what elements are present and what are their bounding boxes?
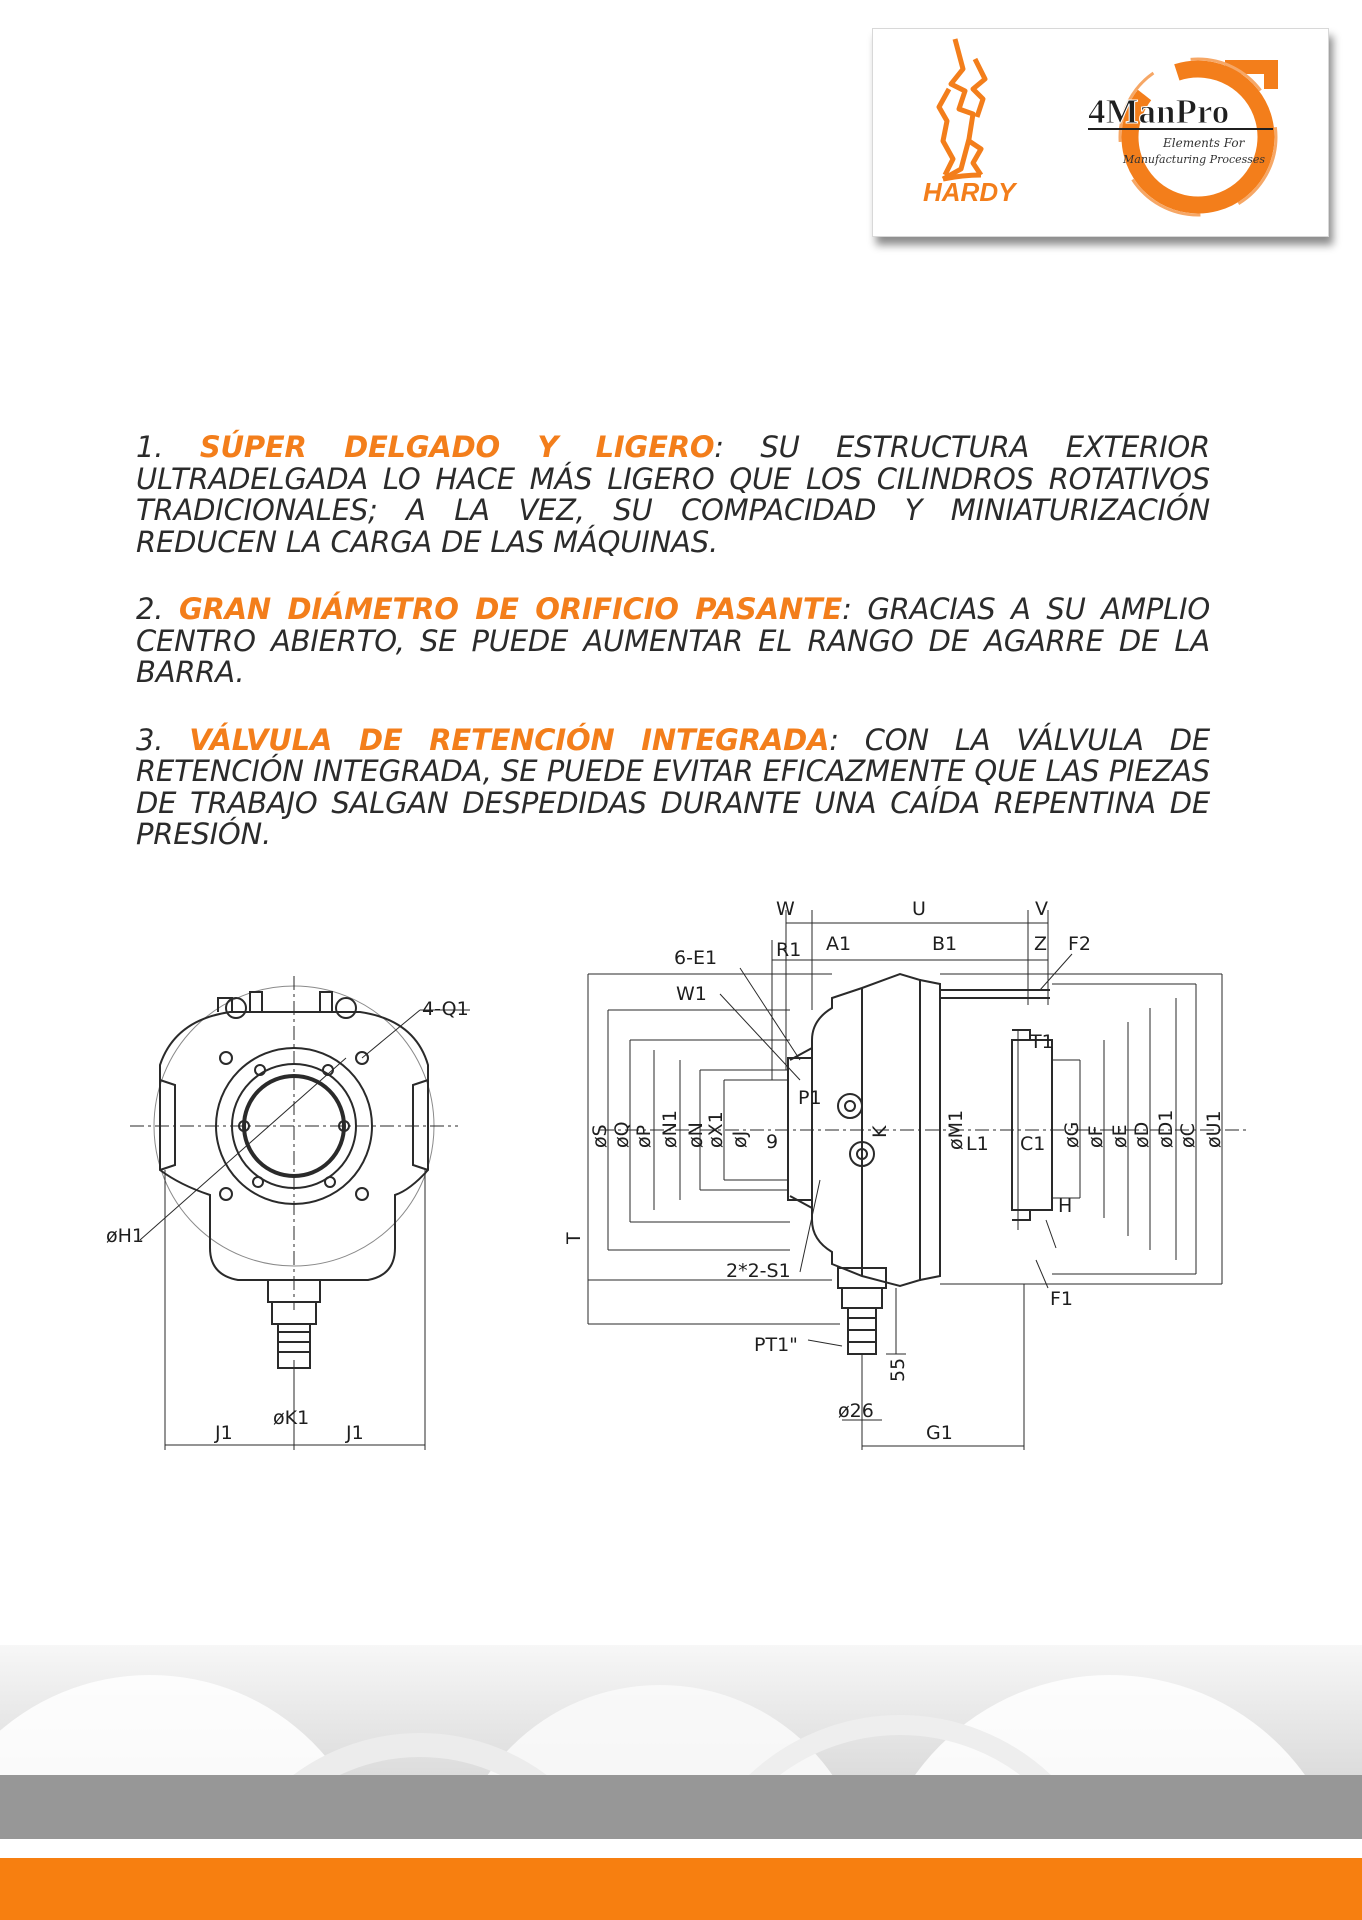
feature-3-text: : CON LA VÁLVULA DE RETENCIÓN INTEGRADA, SE PUEDE EVITAR EFICAZMENTE QUE LAS PIEZAS DE TRABAJO SALGAN DESPEDIDAS DURANTE UNA CAÍDA REPENTINA DE PRESIÓN. — [136, 722, 1210, 851]
footer-orange-band — [0, 1858, 1362, 1920]
feature-2-title: GRAN DIÁMETRO DE ORIFICIO PASANTE — [178, 592, 843, 626]
side-t1-label: T1 — [1030, 1031, 1054, 1053]
side-26-label: ø26 — [838, 1400, 874, 1422]
feature-1-number: 1. — [136, 430, 164, 464]
feature-2-number: 2. — [136, 592, 164, 626]
side-n1-label: øN1 — [659, 1110, 681, 1148]
side-m1-label: øM1 — [945, 1109, 967, 1150]
side-k-label: K — [869, 1125, 891, 1138]
side-pt1-label: PT1" — [754, 1334, 798, 1356]
hardy-name: HARDY — [923, 177, 1016, 207]
front-j1-left-label: J1 — [215, 1422, 233, 1444]
side-s-label: øS — [589, 1124, 611, 1148]
side-a1-label: A1 — [826, 933, 852, 955]
side-e-label: øE — [1109, 1124, 1131, 1148]
footer-background-pattern — [0, 1645, 1362, 1775]
feature-3 — [136, 722, 1210, 851]
front-q1-label: 4-Q1 — [422, 998, 469, 1020]
side-v-label: V — [1035, 898, 1048, 920]
side-d1-label: øD1 — [1155, 1109, 1177, 1148]
technical-drawing-svg — [0, 880, 1362, 1480]
logos-graphic — [873, 29, 1328, 236]
hardy-flame-icon — [939, 39, 985, 179]
front-h1-label: øH1 — [106, 1225, 144, 1247]
side-p1-label: P1 — [798, 1087, 822, 1109]
feature-1 — [136, 432, 1210, 558]
side-u1-label: øU1 — [1203, 1110, 1225, 1148]
feature-list — [136, 432, 1210, 887]
side-l1-label: L1 — [966, 1133, 989, 1155]
side-f1-label: F1 — [1050, 1288, 1074, 1310]
side-p-label: øP — [633, 1124, 655, 1148]
feature-3-title: VÁLVULA DE RETENCIÓN INTEGRADA — [189, 722, 830, 757]
side-g1-label: G1 — [926, 1422, 953, 1444]
side-x1-label: øX1 — [705, 1111, 727, 1148]
manpro-name: 4ManPro — [1088, 92, 1230, 131]
side-d-label: øD — [1131, 1121, 1153, 1148]
side-55-label: 55 — [887, 1357, 909, 1382]
side-z-label: Z — [1034, 933, 1048, 955]
side-f2-label: F2 — [1068, 933, 1092, 955]
feature-2 — [136, 594, 1210, 689]
side-b1-label: B1 — [932, 933, 958, 955]
side-r1-label: R1 — [776, 939, 802, 961]
feature-2-text: : GRACIAS A SU AMPLIO CENTRO ABIERTO, SE PUEDE AUMENTAR EL RANGO DE AGARRE DE LA BARRA. — [136, 592, 1210, 689]
front-view — [130, 976, 470, 1450]
side-c-label: øC — [1177, 1123, 1199, 1148]
technical-drawing — [0, 880, 1362, 1480]
feature-1-title: SÚPER DELGADO Y LIGERO — [199, 430, 715, 464]
footer-gray-band — [0, 1775, 1362, 1839]
front-k1-label: øK1 — [273, 1407, 310, 1429]
side-nine-label: 9 — [766, 1131, 779, 1153]
side-q-label: øQ — [611, 1121, 633, 1148]
side-j-label: øJ — [729, 1130, 751, 1148]
side-e1-label: 6-E1 — [674, 947, 718, 969]
manpro-tagline-1: Elements For — [1163, 136, 1245, 150]
side-u-label: U — [912, 898, 926, 920]
side-g-label: øG — [1061, 1121, 1083, 1148]
side-w-label: W — [776, 898, 795, 920]
side-c1-label: C1 — [1020, 1133, 1046, 1155]
side-s1-label: 2*2-S1 — [726, 1260, 791, 1282]
manpro-tagline-2: Manufacturing Processes — [1123, 153, 1266, 166]
side-n-label: øN — [685, 1122, 707, 1148]
side-h-label: H — [1058, 1195, 1073, 1217]
front-j1-right-label: J1 — [346, 1422, 364, 1444]
side-w1-label: W1 — [676, 983, 707, 1005]
feature-1-text: : SU ESTRUCTURA EXTERIOR ULTRADELGADA LO HACE MÁS LIGERO QUE LOS CILINDROS ROTATIVOS TRADICIONALES; A LA VEZ, SU COMPACIDAD Y MINIATURIZACIÓN REDUCEN LA CARGA DE LAS MÁQUINAS. — [136, 430, 1211, 559]
side-f-label: øF — [1085, 1125, 1107, 1148]
side-t-label: T — [563, 1232, 585, 1244]
feature-3-number: 3. — [136, 722, 164, 757]
logo-box — [872, 28, 1329, 237]
footer-curves — [0, 1645, 1362, 1775]
footer-white-stripe — [0, 1839, 1362, 1858]
